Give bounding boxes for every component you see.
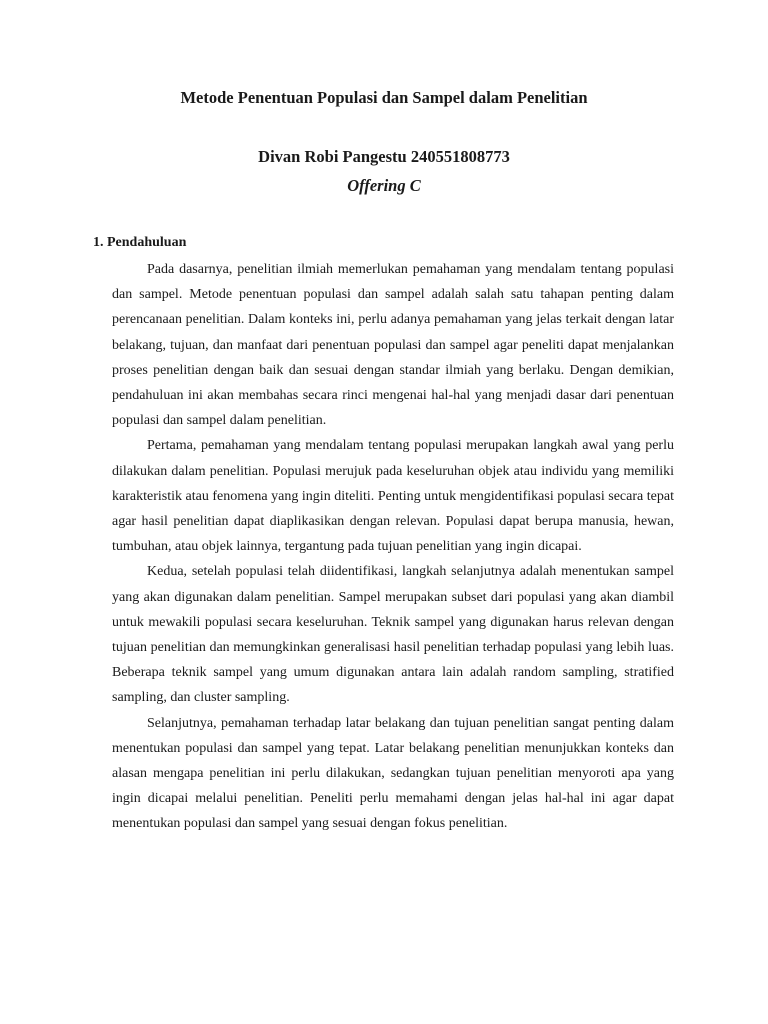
paragraph-4: Selanjutnya, pemahaman terhadap latar belakang dan tujuan penelitian sangat penting dalam menentukan populasi dan sampel yang tepat. Latar belakang penelitian menunjukkan konteks dan alasan mengapa penelitian ini perlu dilakukan, sedangkan tujuan penelitian menyoroti apa yang ingin dicapai melalui penelitian. Peneliti perlu memahami dengan jelas hal-hal ini agar dapat menentukan populasi dan sampel yang sesuai dengan fokus penelitian. [112,715,674,832]
paragraph-3: Kedua, setelah populasi telah diidentifikasi, langkah selanjutnya adalah menentukan sampel yang akan digunakan dalam penelitian. Sampel merupakan subset dari populasi yang akan diambil untuk mewakili populasi secara keseluruhan. Teknik sampel yang digunakan harus relevan dengan tujuan penelitian dan memungkinkan generalisasi hasil penelitian terhadap populasi yang lebih luas. Beberapa teknik sampel yang umum digunakan antara lain adalah random sampling, stratified sampling, dan cluster sampling. [112,564,674,706]
document-title: Metode Penentuan Populasi dan Sampel dalam Penelitian [180,88,588,107]
offering-line: Offering C [347,176,421,195]
section-body [112,257,674,837]
paragraph-1: Pada dasarnya, penelitian ilmiah memerlukan pemahaman yang mendalam tentang populasi dan sampel. Metode penentuan populasi dan sampel adalah salah satu tahapan penting dalam perencanaan penelitian. Dalam konteks ini, perlu adanya pemahaman yang jelas terkait dengan latar belakang, tujuan, dan manfaat dari penentuan populasi dan sampel agar peneliti dapat menjalankan proses penelitian dengan baik dan sesuai dengan standar ilmiah yang berlaku. Dengan demikian, pendahuluan ini akan membahas secara rinci mengenai hal-hal yang menjadi dasar dari penentuan populasi dan sampel dalam penelitian. [112,262,674,429]
author-line: Divan Robi Pangestu 240551808773 [258,147,510,166]
section-heading: 1. Pendahuluan [93,235,187,250]
paragraph-2: Pertama, pemahaman yang mendalam tentang populasi merupakan langkah awal yang perlu dilakukan dalam penelitian. Populasi merujuk pada keseluruhan objek atau individu yang memiliki karakteristik atau fenomena yang ingin diteliti. Penting untuk mengidentifikasi populasi secara tepat agar hasil penelitian dapat diaplikasikan dengan relevan. Populasi dapat berupa manusia, hewan, tumbuhan, atau objek lainnya, tergantung pada tujuan penelitian yang ingin dicapai. [112,438,674,555]
